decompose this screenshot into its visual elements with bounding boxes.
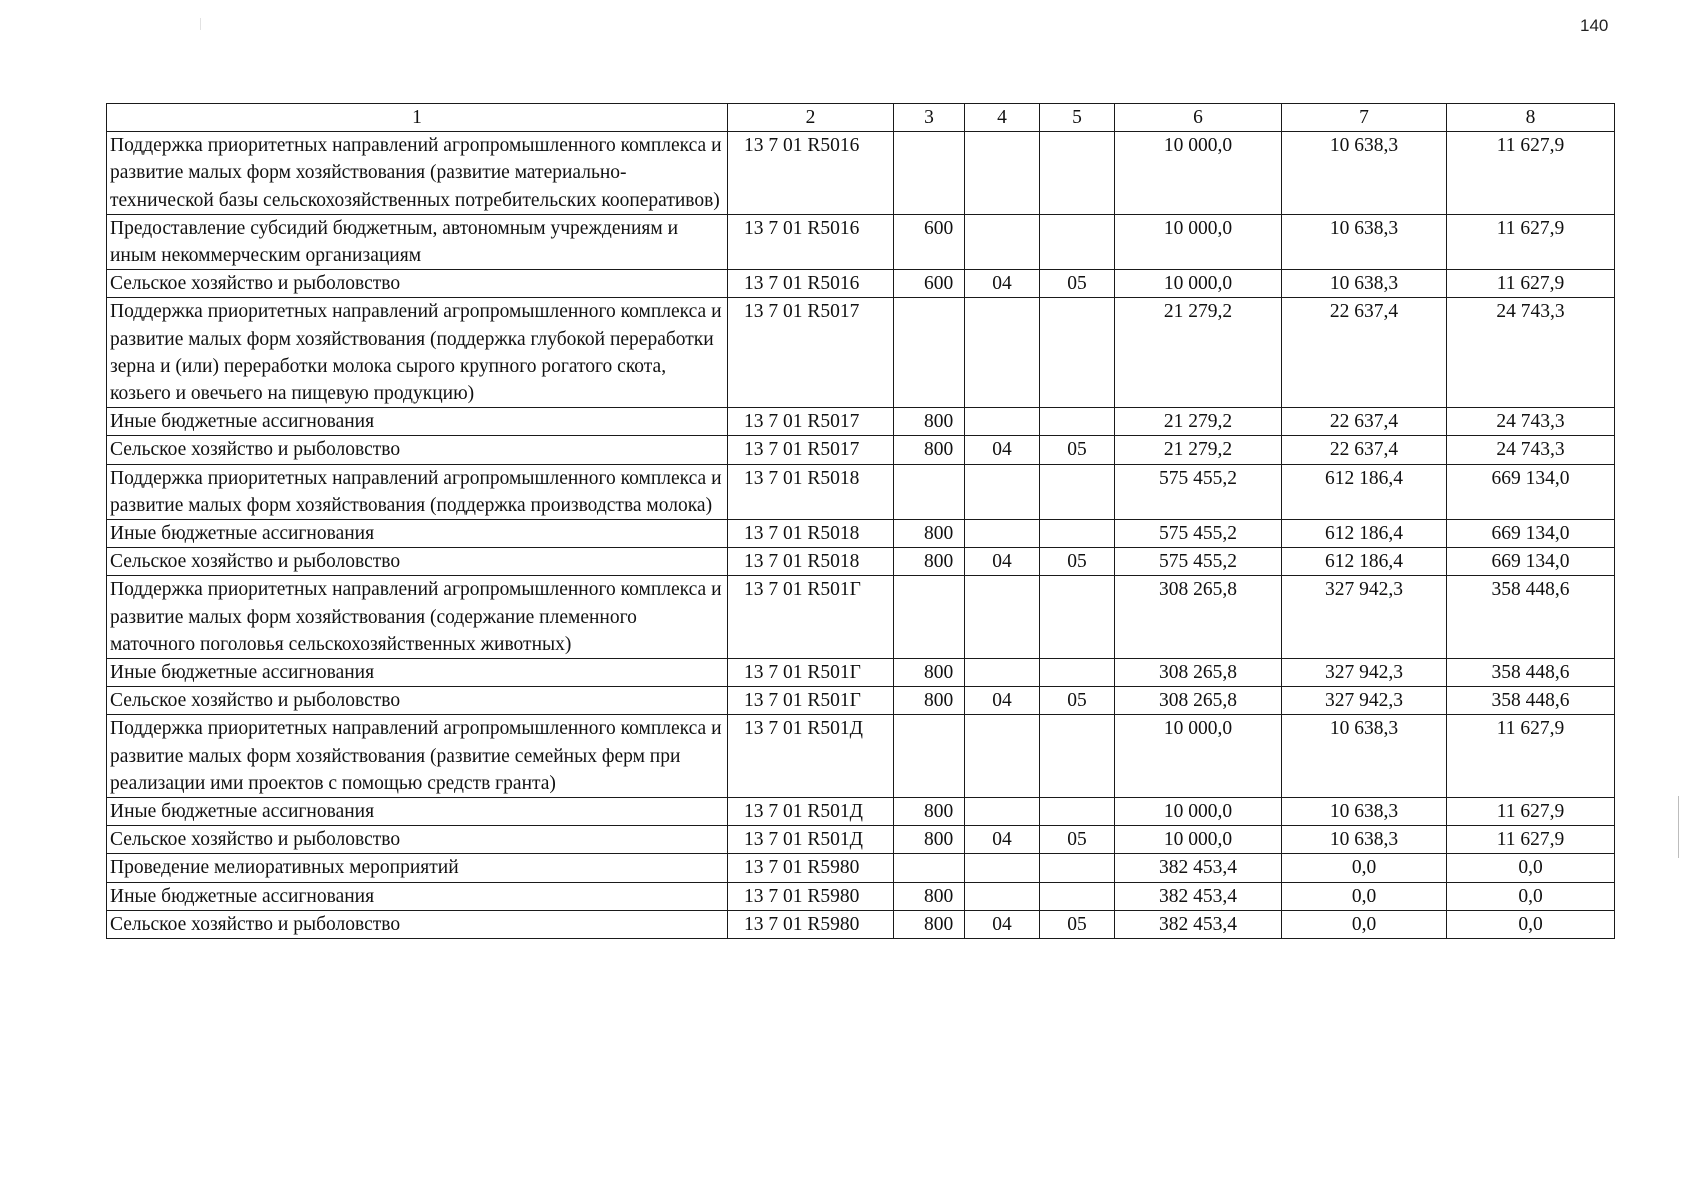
- row-expense-type-cell: 800: [894, 659, 965, 687]
- row-amount-cell: 10 000,0: [1115, 715, 1282, 798]
- row-subsection-cell: 05: [1040, 826, 1115, 854]
- row-amount-cell: 11 627,9: [1447, 826, 1615, 854]
- header-cell: 8: [1447, 104, 1615, 132]
- table-row: [107, 436, 1615, 464]
- row-amount-cell: 308 265,8: [1115, 576, 1282, 659]
- table-row: [107, 464, 1615, 519]
- row-subsection-cell: [1040, 798, 1115, 826]
- row-code-cell: 13 7 01 R5018: [728, 548, 894, 576]
- row-section-cell: 04: [965, 548, 1040, 576]
- row-amount-cell: 358 448,6: [1447, 659, 1615, 687]
- row-section-cell: 04: [965, 687, 1040, 715]
- row-code-cell: 13 7 01 R5018: [728, 464, 894, 519]
- row-amount-cell: 10 638,3: [1282, 798, 1447, 826]
- row-subsection-cell: [1040, 882, 1115, 910]
- table-body: [107, 104, 1615, 939]
- row-section-cell: 04: [965, 826, 1040, 854]
- row-section-cell: 04: [965, 910, 1040, 938]
- row-code-cell: 13 7 01 R5018: [728, 520, 894, 548]
- row-amount-cell: 10 638,3: [1282, 214, 1447, 269]
- row-name-cell: Сельское хозяйство и рыболовство: [107, 436, 728, 464]
- header-cell: 4: [965, 104, 1040, 132]
- row-expense-type-cell: 600: [894, 270, 965, 298]
- row-amount-cell: 669 134,0: [1447, 464, 1615, 519]
- row-section-cell: [965, 659, 1040, 687]
- table-row: [107, 659, 1615, 687]
- row-name-cell: Поддержка приоритетных направлений агропромышленного комплекса и развитие малых форм хозяйствования (содержание племенного маточного поголовья сельскохозяйственных животных): [107, 576, 728, 659]
- row-subsection-cell: [1040, 576, 1115, 659]
- row-subsection-cell: 05: [1040, 436, 1115, 464]
- row-amount-cell: 10 638,3: [1282, 270, 1447, 298]
- table-row: [107, 715, 1615, 798]
- row-name-cell: Сельское хозяйство и рыболовство: [107, 687, 728, 715]
- row-name-cell: Иные бюджетные ассигнования: [107, 659, 728, 687]
- row-amount-cell: 22 637,4: [1282, 436, 1447, 464]
- table-row: [107, 298, 1615, 408]
- row-name-cell: Иные бюджетные ассигнования: [107, 882, 728, 910]
- row-amount-cell: 10 638,3: [1282, 132, 1447, 215]
- row-amount-cell: 24 743,3: [1447, 298, 1615, 408]
- row-section-cell: [965, 132, 1040, 215]
- row-code-cell: 13 7 01 R5016: [728, 214, 894, 269]
- row-code-cell: 13 7 01 R501Д: [728, 798, 894, 826]
- row-amount-cell: 21 279,2: [1115, 408, 1282, 436]
- row-subsection-cell: 05: [1040, 548, 1115, 576]
- row-amount-cell: 22 637,4: [1282, 408, 1447, 436]
- page-number: 140: [1580, 16, 1609, 35]
- row-code-cell: 13 7 01 R5016: [728, 132, 894, 215]
- row-subsection-cell: [1040, 854, 1115, 882]
- row-name-cell: Поддержка приоритетных направлений агропромышленного комплекса и развитие малых форм хозяйствования (развитие материально-технической базы сельскохозяйственных потребительских кооперативов): [107, 132, 728, 215]
- row-code-cell: 13 7 01 R5980: [728, 910, 894, 938]
- row-amount-cell: 21 279,2: [1115, 436, 1282, 464]
- row-amount-cell: 327 942,3: [1282, 687, 1447, 715]
- row-subsection-cell: 05: [1040, 910, 1115, 938]
- budget-table: [106, 103, 1615, 939]
- table-row: [107, 576, 1615, 659]
- row-expense-type-cell: [894, 464, 965, 519]
- row-amount-cell: 612 186,4: [1282, 548, 1447, 576]
- row-subsection-cell: [1040, 659, 1115, 687]
- row-amount-cell: 0,0: [1282, 882, 1447, 910]
- row-amount-cell: 10 000,0: [1115, 270, 1282, 298]
- row-amount-cell: 575 455,2: [1115, 548, 1282, 576]
- row-amount-cell: 24 743,3: [1447, 408, 1615, 436]
- row-name-cell: Предоставление субсидий бюджетным, автономным учреждениям и иным некоммерческим организациям: [107, 214, 728, 269]
- table-row: [107, 826, 1615, 854]
- row-amount-cell: 382 453,4: [1115, 910, 1282, 938]
- row-amount-cell: 382 453,4: [1115, 882, 1282, 910]
- table-row: [107, 798, 1615, 826]
- table-row: [107, 548, 1615, 576]
- header-cell: 3: [894, 104, 965, 132]
- row-subsection-cell: [1040, 408, 1115, 436]
- row-expense-type-cell: [894, 132, 965, 215]
- row-name-cell: Сельское хозяйство и рыболовство: [107, 270, 728, 298]
- scan-artifact-mark: [200, 18, 201, 30]
- row-amount-cell: 669 134,0: [1447, 520, 1615, 548]
- row-code-cell: 13 7 01 R5980: [728, 882, 894, 910]
- row-section-cell: [965, 576, 1040, 659]
- row-subsection-cell: [1040, 132, 1115, 215]
- row-expense-type-cell: [894, 715, 965, 798]
- row-amount-cell: 0,0: [1282, 910, 1447, 938]
- row-amount-cell: 0,0: [1447, 882, 1615, 910]
- row-name-cell: Иные бюджетные ассигнования: [107, 798, 728, 826]
- row-section-cell: [965, 464, 1040, 519]
- row-amount-cell: 10 000,0: [1115, 132, 1282, 215]
- row-subsection-cell: [1040, 464, 1115, 519]
- row-code-cell: 13 7 01 R501Г: [728, 659, 894, 687]
- row-amount-cell: 10 000,0: [1115, 214, 1282, 269]
- row-amount-cell: 575 455,2: [1115, 520, 1282, 548]
- row-name-cell: Поддержка приоритетных направлений агропромышленного комплекса и развитие малых форм хозяйствования (поддержка производства молока): [107, 464, 728, 519]
- row-amount-cell: 10 000,0: [1115, 798, 1282, 826]
- row-section-cell: 04: [965, 436, 1040, 464]
- row-section-cell: [965, 520, 1040, 548]
- row-section-cell: [965, 214, 1040, 269]
- row-amount-cell: 0,0: [1447, 854, 1615, 882]
- row-code-cell: 13 7 01 R5016: [728, 270, 894, 298]
- row-amount-cell: 11 627,9: [1447, 715, 1615, 798]
- row-expense-type-cell: [894, 854, 965, 882]
- table-row: [107, 520, 1615, 548]
- row-subsection-cell: [1040, 715, 1115, 798]
- row-section-cell: [965, 298, 1040, 408]
- table-row: [107, 882, 1615, 910]
- row-code-cell: 13 7 01 R5017: [728, 436, 894, 464]
- row-amount-cell: 358 448,6: [1447, 687, 1615, 715]
- table-row: [107, 910, 1615, 938]
- row-section-cell: [965, 408, 1040, 436]
- header-cell: 5: [1040, 104, 1115, 132]
- row-amount-cell: 11 627,9: [1447, 798, 1615, 826]
- row-subsection-cell: [1040, 214, 1115, 269]
- row-amount-cell: 382 453,4: [1115, 854, 1282, 882]
- row-amount-cell: 308 265,8: [1115, 659, 1282, 687]
- table-row: [107, 214, 1615, 269]
- row-amount-cell: 575 455,2: [1115, 464, 1282, 519]
- row-amount-cell: 11 627,9: [1447, 132, 1615, 215]
- row-expense-type-cell: 800: [894, 910, 965, 938]
- row-code-cell: 13 7 01 R501Д: [728, 715, 894, 798]
- row-code-cell: 13 7 01 R501Д: [728, 826, 894, 854]
- row-amount-cell: 308 265,8: [1115, 687, 1282, 715]
- row-section-cell: [965, 882, 1040, 910]
- row-amount-cell: 11 627,9: [1447, 270, 1615, 298]
- row-amount-cell: 0,0: [1447, 910, 1615, 938]
- row-expense-type-cell: 800: [894, 436, 965, 464]
- table-row: [107, 132, 1615, 215]
- row-code-cell: 13 7 01 R5017: [728, 408, 894, 436]
- row-amount-cell: 669 134,0: [1447, 548, 1615, 576]
- row-expense-type-cell: 800: [894, 687, 965, 715]
- row-subsection-cell: 05: [1040, 270, 1115, 298]
- table-row: [107, 408, 1615, 436]
- row-amount-cell: 358 448,6: [1447, 576, 1615, 659]
- row-expense-type-cell: [894, 298, 965, 408]
- row-section-cell: [965, 854, 1040, 882]
- row-expense-type-cell: 800: [894, 798, 965, 826]
- row-section-cell: [965, 798, 1040, 826]
- row-code-cell: 13 7 01 R5980: [728, 854, 894, 882]
- row-name-cell: Иные бюджетные ассигнования: [107, 408, 728, 436]
- row-expense-type-cell: [894, 576, 965, 659]
- row-amount-cell: 10 638,3: [1282, 826, 1447, 854]
- row-expense-type-cell: 800: [894, 548, 965, 576]
- row-section-cell: [965, 715, 1040, 798]
- row-expense-type-cell: 800: [894, 408, 965, 436]
- row-name-cell: Сельское хозяйство и рыболовство: [107, 548, 728, 576]
- row-name-cell: Проведение мелиоративных мероприятий: [107, 854, 728, 882]
- header-cell: 2: [728, 104, 894, 132]
- row-amount-cell: 327 942,3: [1282, 576, 1447, 659]
- table-row: [107, 687, 1615, 715]
- scan-edge-mark: [1678, 796, 1679, 858]
- row-amount-cell: 22 637,4: [1282, 298, 1447, 408]
- row-amount-cell: 612 186,4: [1282, 464, 1447, 519]
- row-subsection-cell: [1040, 298, 1115, 408]
- row-expense-type-cell: 800: [894, 826, 965, 854]
- row-amount-cell: 21 279,2: [1115, 298, 1282, 408]
- table-header-row: [107, 104, 1615, 132]
- row-name-cell: Сельское хозяйство и рыболовство: [107, 910, 728, 938]
- header-cell: 6: [1115, 104, 1282, 132]
- row-expense-type-cell: 600: [894, 214, 965, 269]
- row-amount-cell: 10 000,0: [1115, 826, 1282, 854]
- row-section-cell: 04: [965, 270, 1040, 298]
- row-code-cell: 13 7 01 R5017: [728, 298, 894, 408]
- row-amount-cell: 10 638,3: [1282, 715, 1447, 798]
- row-amount-cell: 612 186,4: [1282, 520, 1447, 548]
- row-amount-cell: 0,0: [1282, 854, 1447, 882]
- row-name-cell: Поддержка приоритетных направлений агропромышленного комплекса и развитие малых форм хозяйствования (поддержка глубокой переработки зерна и (или) переработки молока сырого крупного рогатого скота, козьего и овечьего на пищевую продукцию): [107, 298, 728, 408]
- row-amount-cell: 11 627,9: [1447, 214, 1615, 269]
- row-expense-type-cell: 800: [894, 882, 965, 910]
- row-name-cell: Поддержка приоритетных направлений агропромышленного комплекса и развитие малых форм хозяйствования (развитие семейных ферм при реализации ими проектов с помощью средств гранта): [107, 715, 728, 798]
- row-amount-cell: 327 942,3: [1282, 659, 1447, 687]
- header-cell: 7: [1282, 104, 1447, 132]
- row-subsection-cell: [1040, 520, 1115, 548]
- row-expense-type-cell: 800: [894, 520, 965, 548]
- row-name-cell: Сельское хозяйство и рыболовство: [107, 826, 728, 854]
- row-code-cell: 13 7 01 R501Г: [728, 576, 894, 659]
- table-row: [107, 270, 1615, 298]
- table-row: [107, 854, 1615, 882]
- row-subsection-cell: 05: [1040, 687, 1115, 715]
- header-cell: 1: [107, 104, 728, 132]
- row-amount-cell: 24 743,3: [1447, 436, 1615, 464]
- row-name-cell: Иные бюджетные ассигнования: [107, 520, 728, 548]
- row-code-cell: 13 7 01 R501Г: [728, 687, 894, 715]
